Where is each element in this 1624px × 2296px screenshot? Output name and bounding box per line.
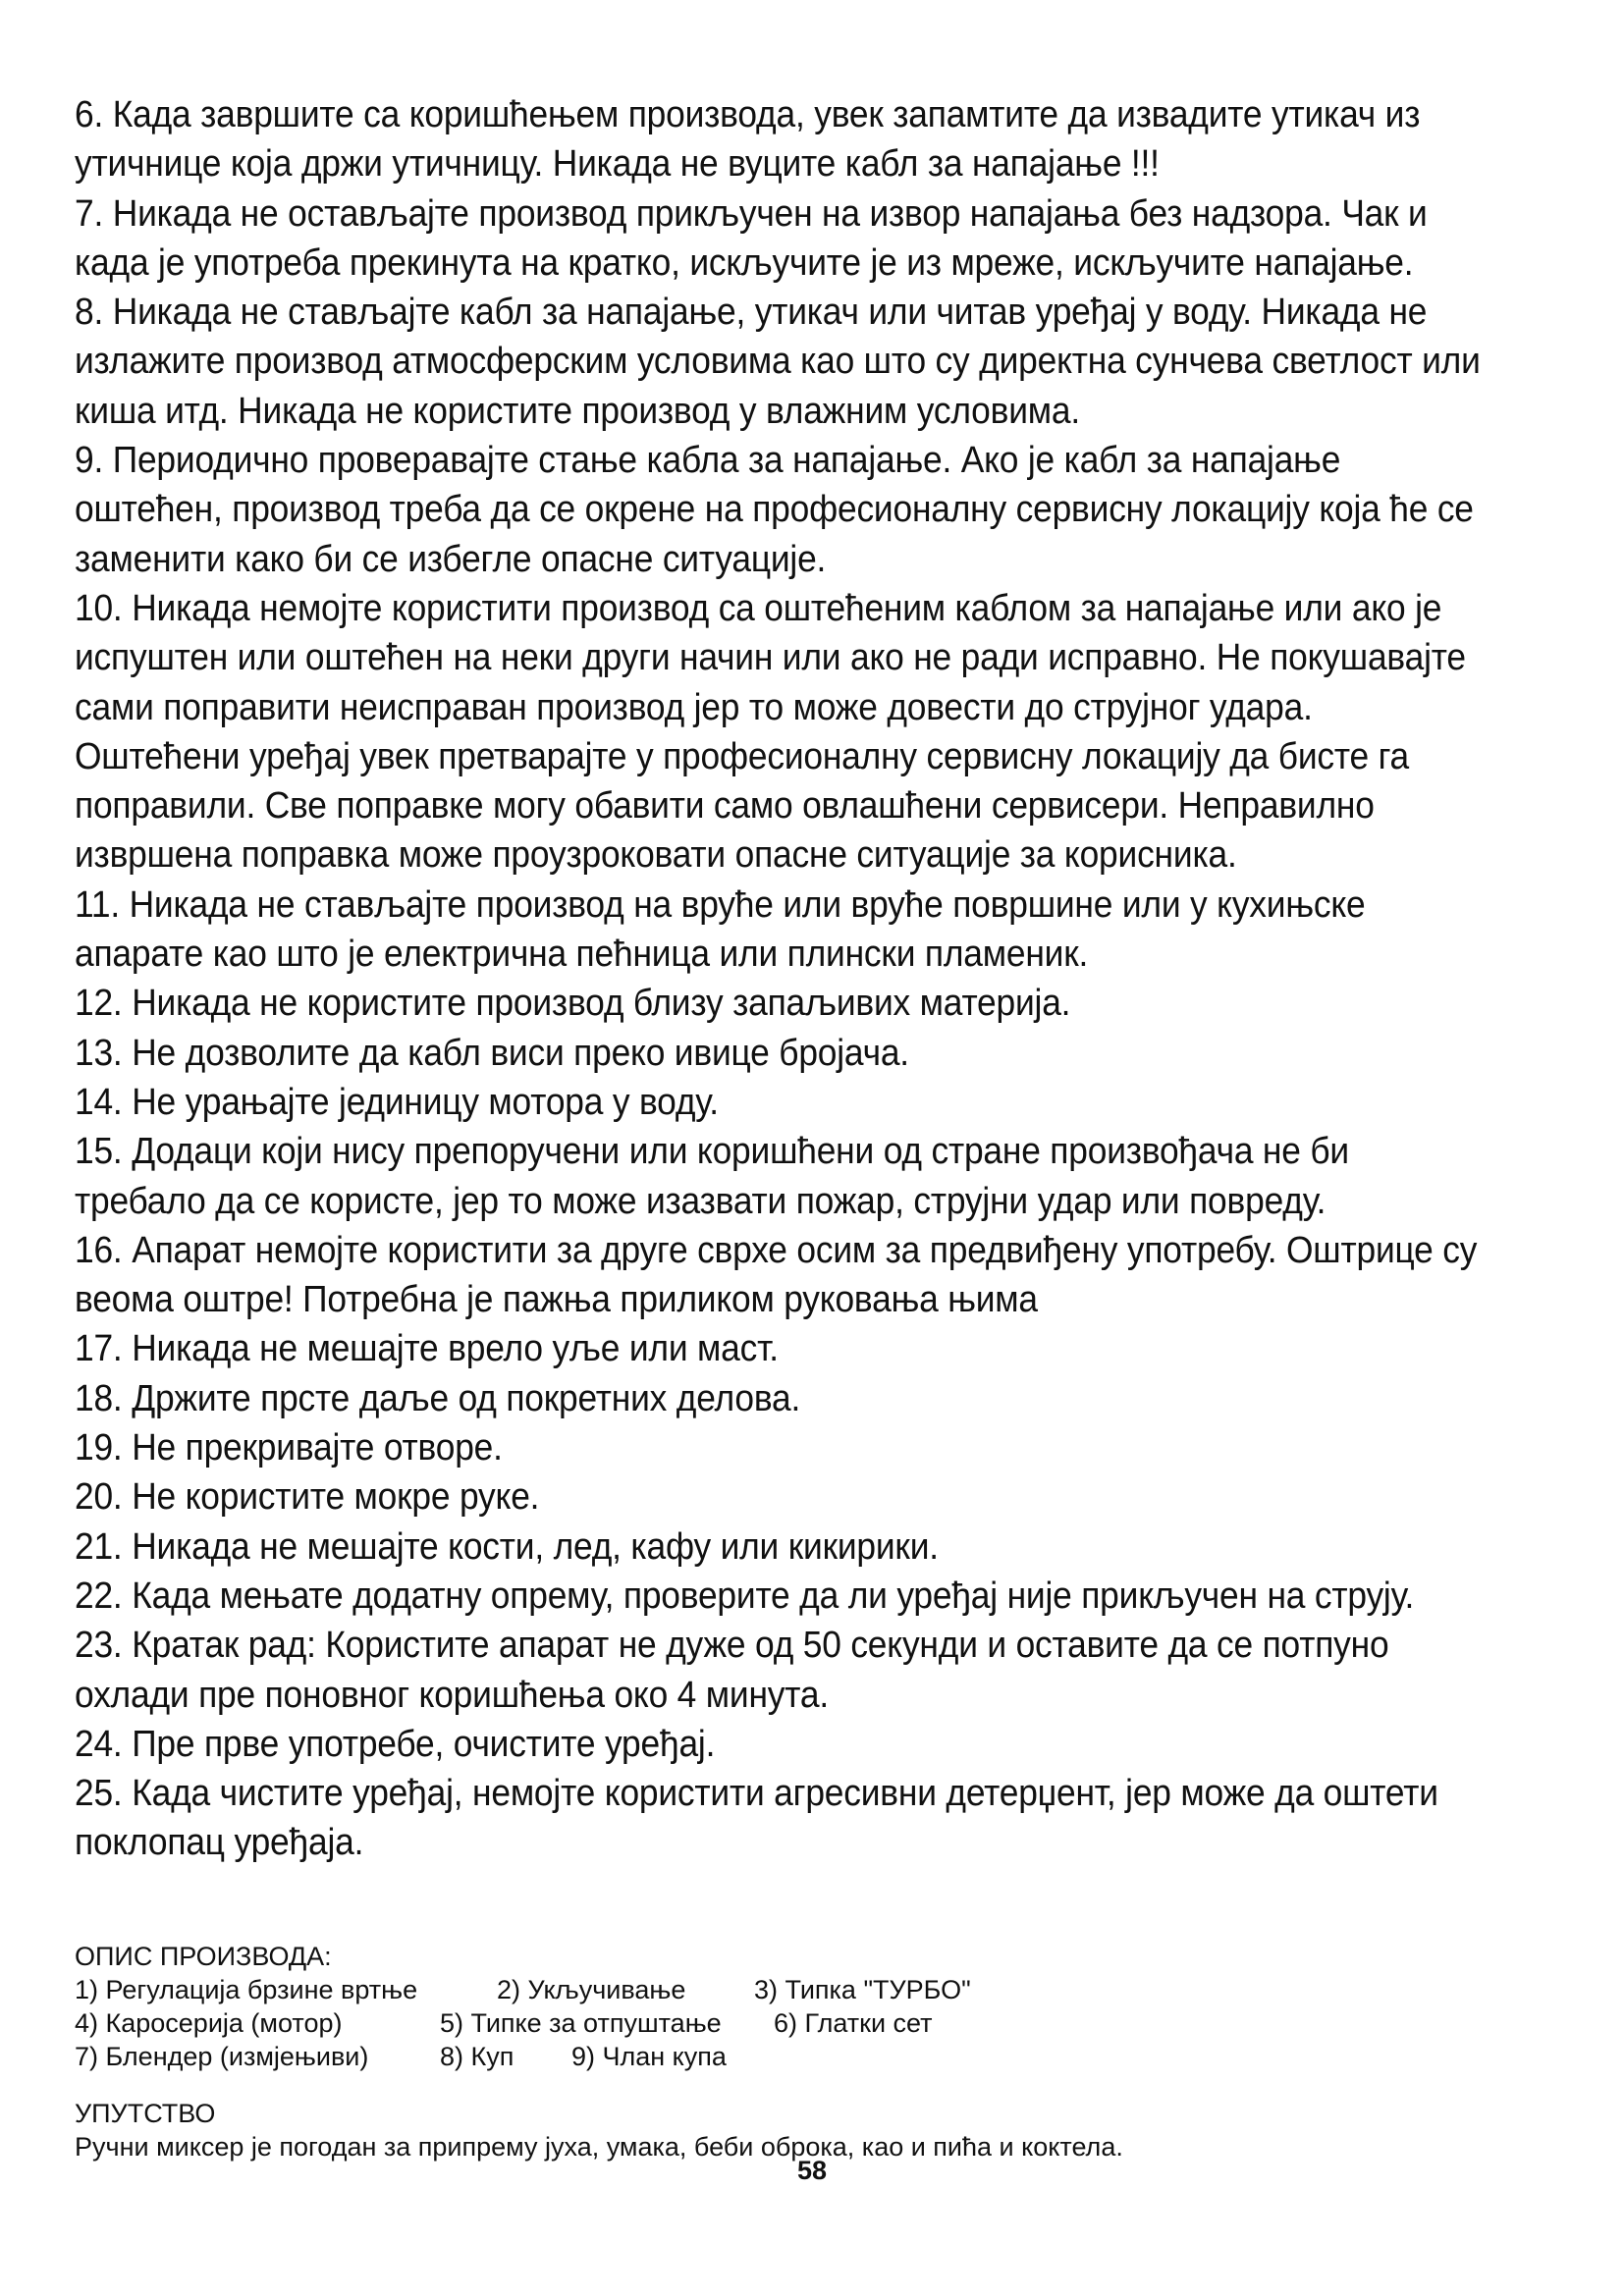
instruction-line: 25. Када чистите уређај, немојте користити агресивни детерџент, јер може да оштети <box>75 1773 1438 1815</box>
instruction-line: поправили. Све поправке могу обавити само овлашћени сервисери. Неправилно <box>75 785 1375 828</box>
instruction-line: извршена поправка може проузроковати опасне ситуације за корисника. <box>75 834 1237 877</box>
instruction-line: када је употреба прекинута на кратко, искључите је из мреже, искључите напајање. <box>75 241 1414 284</box>
product-part-item: 4) Каросерија (мотор) <box>75 2008 343 2038</box>
instruction-line: 17. Никада не мешајте врело уље или маст. <box>75 1328 779 1370</box>
instruction-line: требало да се користе, јер то може изазвати пожар, струјни удар или повреду. <box>75 1180 1326 1222</box>
instruction-line: охлади пре поновног коришћења око 4 минута. <box>75 1674 829 1716</box>
instruction-line: 10. Никада немојте користити производ са оштећеним каблом за напајање или ако је <box>75 587 1442 629</box>
usage-title: УПУТСТВО <box>75 2099 216 2128</box>
safety-instructions-list <box>75 90 1567 1868</box>
instruction-line: 24. Пре прве употребе, очистите уређај. <box>75 1723 716 1765</box>
product-part-item: 1) Регулација брзине вртње <box>75 1975 418 2004</box>
instruction-line: 13. Не дозволите да кабл виси преко ивице бројача. <box>75 1032 909 1074</box>
product-description-section <box>75 1940 1029 2073</box>
product-part-item: 7) Блендер (измјењиви) <box>75 2042 369 2071</box>
instruction-line: 22. Када мењате додатну опрему, проверите да ли уређај није прикључен на струју. <box>75 1575 1415 1617</box>
product-part-item: 6) Глатки сет <box>774 2008 933 2038</box>
instruction-line: 8. Никада не стављајте кабл за напајање, утикач или читав уређај у воду. Никада не <box>75 292 1428 334</box>
product-description-title: ОПИС ПРОИЗВОДА: <box>75 1942 332 1971</box>
instruction-line: 9. Периодично проверавајте стање кабла за напајање. Ако је кабл за напајање <box>75 440 1341 482</box>
instruction-line: киша итд. Никада не користите производ у влажним условима. <box>75 390 1080 432</box>
instruction-line: сами поправити неисправан производ јер то може довести до струјног удара. <box>75 686 1313 728</box>
instruction-line: 15. Додаци који нису препоручени или коришћени од стране произвођача не би <box>75 1131 1349 1173</box>
instruction-line: 12. Никада не користите производ близу запаљивих материја. <box>75 983 1071 1025</box>
document-page <box>75 90 1567 1868</box>
instruction-line: Оштећени уређај увек претварајте у професионалну сервисну локацију да бисте га <box>75 735 1409 777</box>
instruction-line: испуштен или оштећен на неки други начин или ако не ради исправно. Не покушавајте <box>75 637 1466 679</box>
usage-text: Ручни миксер је погодан за припрему јуха, умака, беби оброка, као и пића и коктела. <box>75 2132 1123 2162</box>
usage-section <box>75 2097 1123 2163</box>
instruction-line: веома оштре! Потребна је пажња приликом руковања њима <box>75 1279 1038 1321</box>
instruction-line: 19. Не прекривајте отворе. <box>75 1427 503 1469</box>
instruction-line: 18. Држите прсте даље од покретних делова. <box>75 1377 801 1419</box>
product-parts-row <box>75 2040 1029 2073</box>
instruction-line: оштећен, производ треба да се окрене на професионалну сервисну локацију која ће се <box>75 489 1474 531</box>
instruction-line: 14. Не урањајте јединицу мотора у воду. <box>75 1081 719 1123</box>
instruction-line: поклопац уређаја. <box>75 1822 364 1864</box>
product-part-item: 9) Члан купа <box>571 2042 727 2071</box>
instruction-line: 20. Не користите мокре руке. <box>75 1476 540 1519</box>
instruction-line: 16. Апарат немојте користити за друге сврхе осим за предвиђену употребу. Оштрице су <box>75 1229 1478 1271</box>
product-parts-row <box>75 2006 1029 2040</box>
product-part-item: 5) Типке за отпуштање <box>440 2008 722 2038</box>
instruction-line: 6. Када завршите са коришћењем производа, увек запамтите да извадите утикач из <box>75 94 1421 135</box>
instruction-line: 21. Никада не мешајте кости, лед, кафу или кикирики. <box>75 1525 939 1568</box>
product-part-item: 8) Куп <box>440 2042 514 2071</box>
instruction-line: апарате као што је електрична пећница или плински пламеник. <box>75 934 1089 976</box>
instruction-line: 7. Никада не остављајте производ прикључен на извор напајања без надзора. Чак и <box>75 192 1428 235</box>
product-part-item: 2) Укључивање <box>497 1975 686 2004</box>
instruction-line: заменити како би се избегле опасне ситуације. <box>75 538 827 580</box>
product-part-item: 3) Типка "ТУРБО" <box>754 1975 971 2004</box>
instruction-line: 11. Никада не стављајте производ на вруће или вруће површине или у кухињске <box>75 883 1366 926</box>
instruction-line: излажите производ атмосферским условима као што су директна сунчева светлост или <box>75 341 1481 383</box>
instruction-line: утичнице која држи утичницу. Никада не вуците кабл за напајање !!! <box>75 143 1160 186</box>
product-parts-list <box>75 1973 1029 2073</box>
page-number: 58 <box>796 2156 828 2185</box>
product-parts-row <box>75 1973 1029 2006</box>
instruction-line: 23. Кратак рад: Користите апарат не дуже од 50 секунди и оставите да се потпуно <box>75 1625 1389 1667</box>
